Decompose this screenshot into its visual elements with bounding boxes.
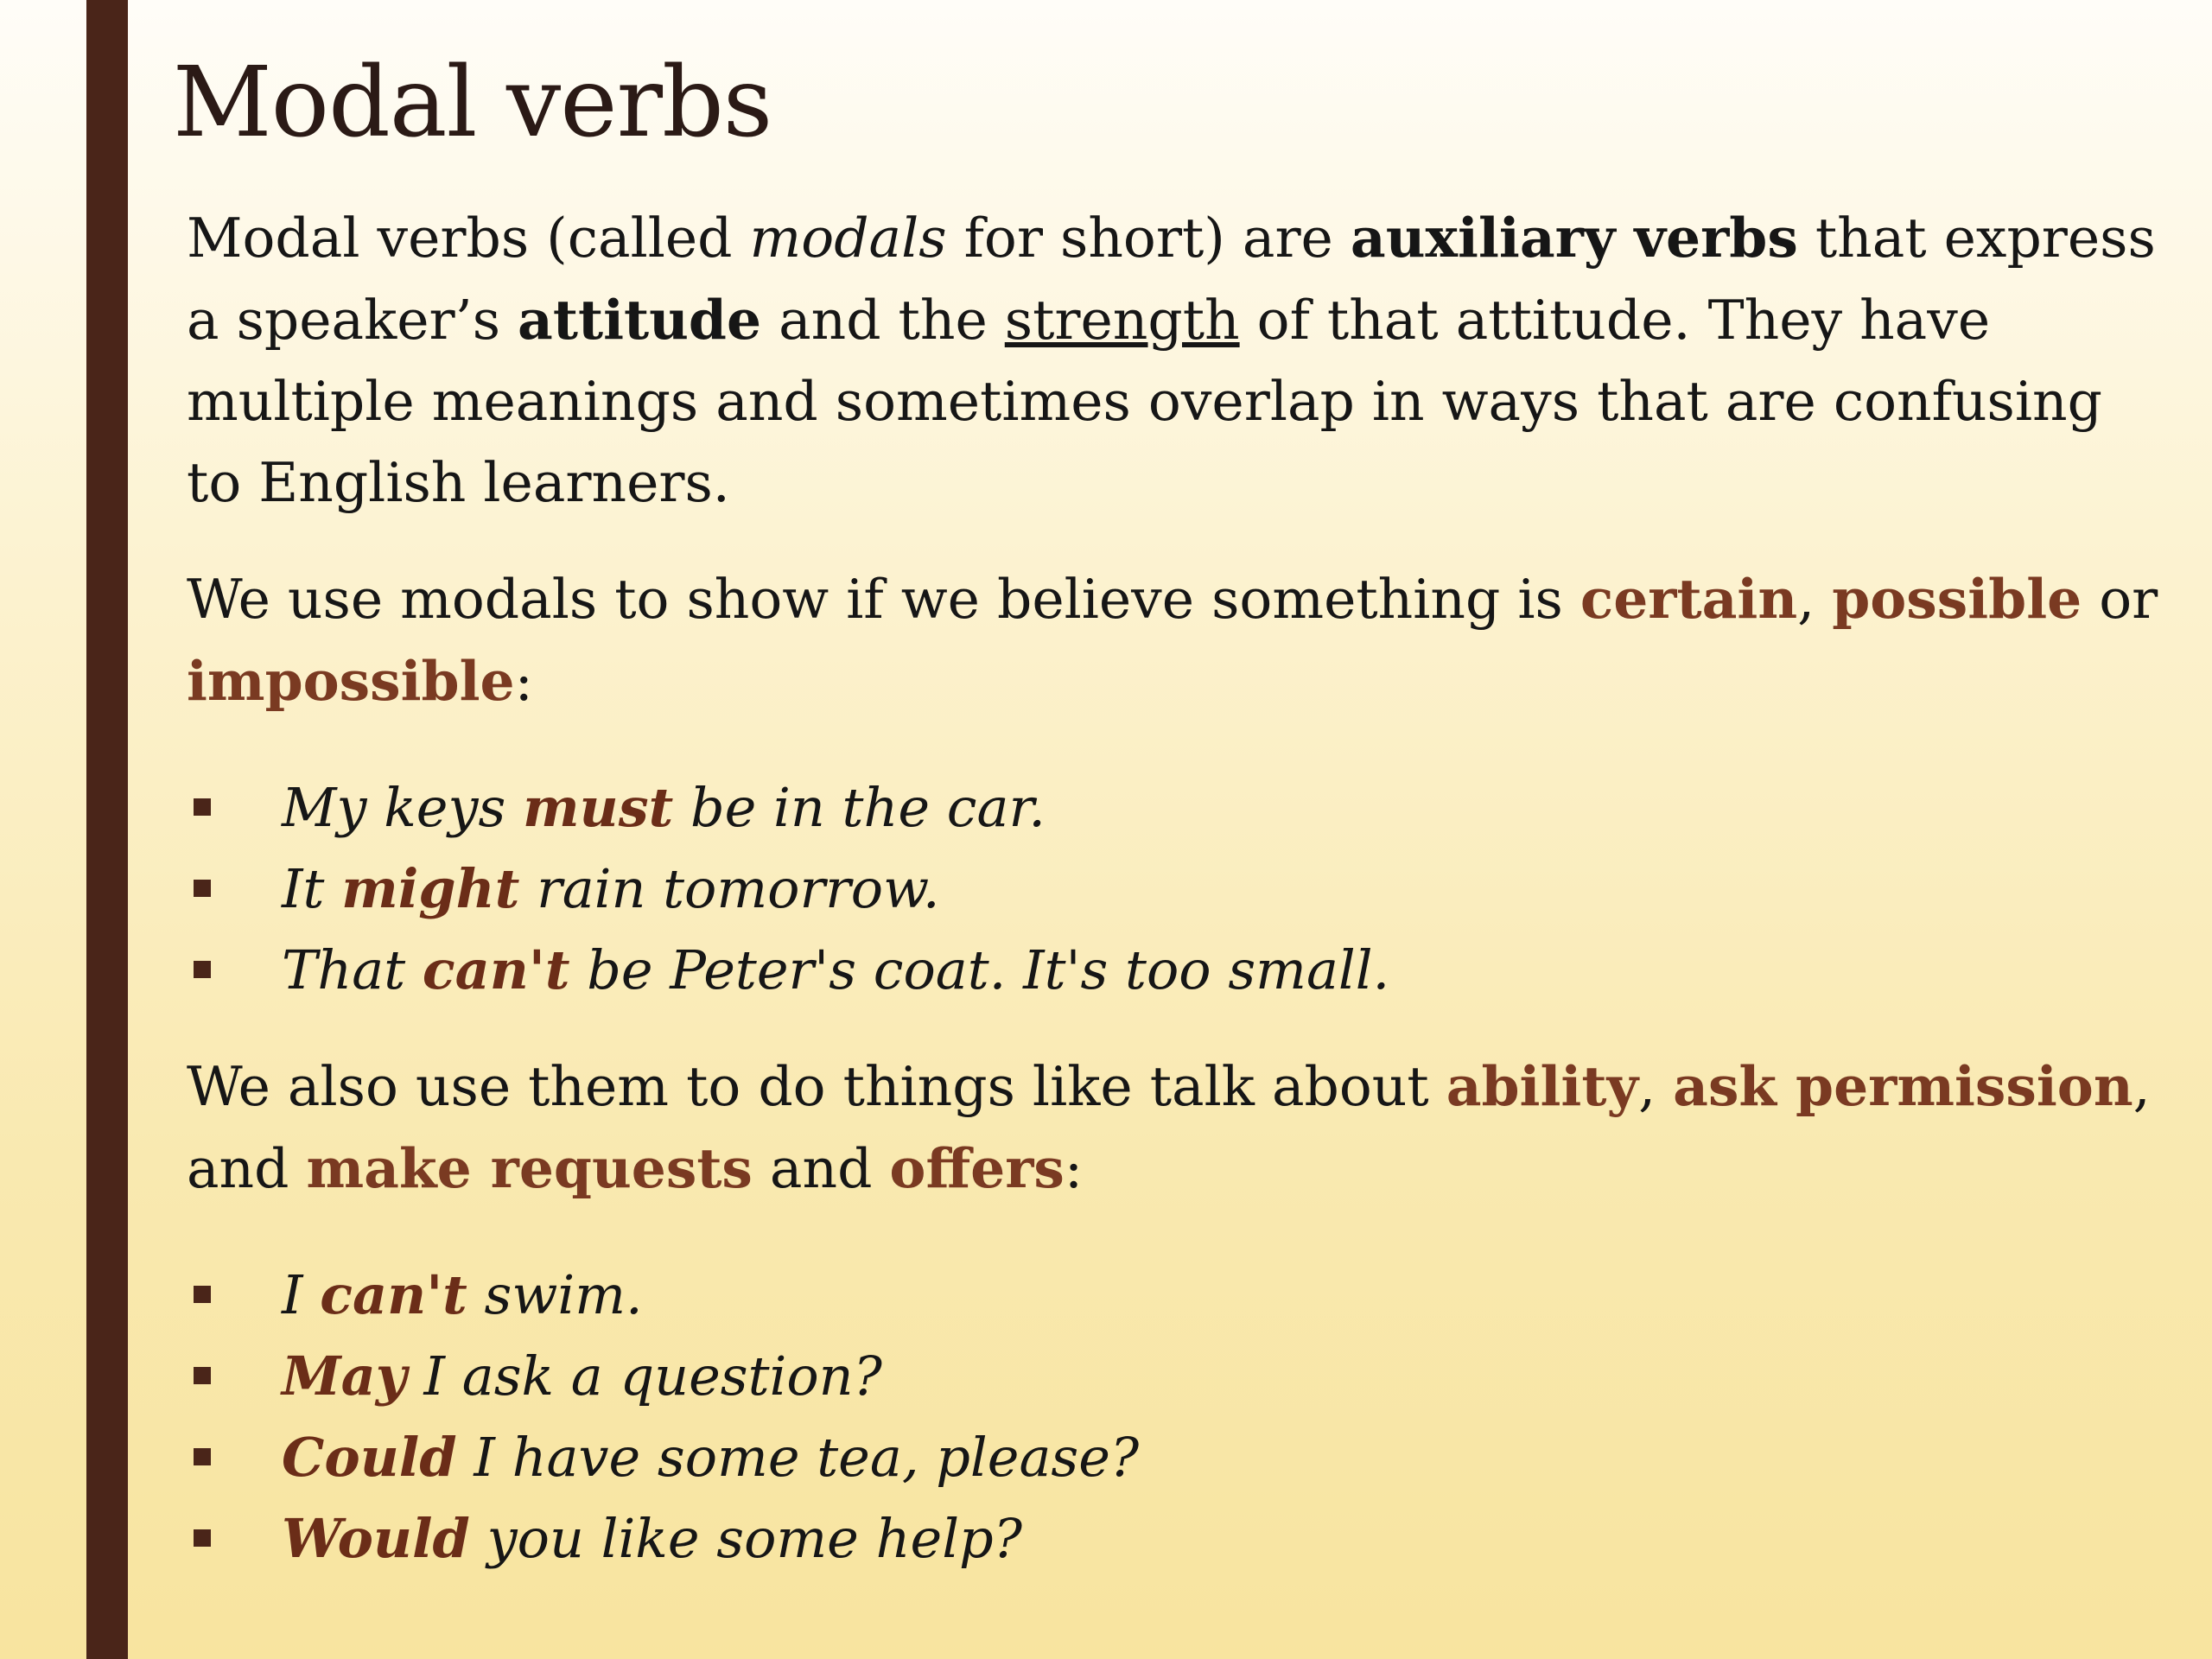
example-modal-verb: might bbox=[341, 857, 520, 920]
square-bullet-icon bbox=[194, 1529, 211, 1547]
ability-term: ability bbox=[1446, 1054, 1639, 1118]
certainty-comma: , bbox=[1797, 568, 1833, 631]
example-text-before: That bbox=[282, 938, 423, 1001]
functions-colon: : bbox=[1064, 1137, 1084, 1200]
offers-term: offers bbox=[889, 1136, 1065, 1200]
example-text-before: My keys bbox=[282, 776, 524, 839]
example-text-after: be Peter's coat. It's too small. bbox=[569, 938, 1390, 1001]
example-text-after: I ask a question? bbox=[406, 1344, 882, 1408]
function-example-list bbox=[187, 1255, 2165, 1580]
certainty-or: or bbox=[2082, 568, 2158, 631]
example-modal-verb: must bbox=[523, 776, 674, 839]
square-bullet-icon bbox=[194, 798, 211, 816]
intro-text-4: and the bbox=[761, 289, 1005, 352]
intro-modals-term: modals bbox=[749, 207, 947, 270]
example-modal-verb: can't bbox=[320, 1263, 467, 1326]
intro-attitude-term: attitude bbox=[518, 288, 762, 352]
intro-auxiliary-term: auxiliary verbs bbox=[1350, 206, 1798, 270]
list-item bbox=[187, 1255, 2165, 1336]
certainty-text: We use modals to show if we believe something is bbox=[187, 568, 1580, 631]
functions-paragraph bbox=[187, 1046, 2165, 1210]
slide-body bbox=[187, 197, 2165, 1580]
intro-text-1: Modal verbs (called bbox=[187, 207, 750, 270]
example-text-after: I have some tea, please? bbox=[456, 1426, 1140, 1489]
list-item bbox=[187, 1336, 2165, 1417]
list-item bbox=[187, 767, 2165, 849]
impossible-term: impossible bbox=[187, 649, 515, 713]
example-text-before: I bbox=[282, 1263, 321, 1326]
list-item bbox=[187, 1417, 2165, 1498]
example-text-after: swim. bbox=[467, 1263, 643, 1326]
example-text-after: you like some help? bbox=[469, 1507, 1022, 1570]
left-accent-bar bbox=[86, 0, 128, 1659]
example-modal-verb: can't bbox=[422, 938, 570, 1001]
certainty-example-list bbox=[187, 767, 2165, 1011]
square-bullet-icon bbox=[194, 1367, 211, 1384]
certain-term: certain bbox=[1580, 567, 1798, 631]
intro-strength-term: strength bbox=[1004, 289, 1240, 352]
slide-title: Modal verbs bbox=[173, 47, 772, 159]
functions-comma-and: , and bbox=[187, 1055, 2151, 1200]
intro-text-3: that express a speaker’s bbox=[187, 207, 2156, 352]
list-item bbox=[187, 849, 2165, 930]
example-text-before: It bbox=[282, 857, 342, 920]
ask-permission-term: ask permission bbox=[1673, 1054, 2133, 1118]
list-item bbox=[187, 930, 2165, 1011]
intro-text-5: of that attitude. They have multiple meanings and sometimes overlap in ways that are confusing to English learners. bbox=[187, 289, 2102, 514]
certainty-colon: : bbox=[514, 650, 533, 713]
list-item bbox=[187, 1498, 2165, 1580]
square-bullet-icon bbox=[194, 1286, 211, 1303]
example-modal-verb: Could bbox=[282, 1426, 457, 1489]
example-modal-verb: Would bbox=[282, 1507, 470, 1570]
square-bullet-icon bbox=[194, 880, 211, 897]
functions-comma: , bbox=[1638, 1055, 1674, 1118]
example-text-after: rain tomorrow. bbox=[519, 857, 940, 920]
make-requests-term: make requests bbox=[306, 1136, 753, 1200]
possible-term: possible bbox=[1832, 567, 2082, 631]
functions-and: and bbox=[752, 1137, 890, 1200]
certainty-paragraph bbox=[187, 558, 2165, 722]
square-bullet-icon bbox=[194, 961, 211, 978]
intro-paragraph bbox=[187, 197, 2165, 524]
intro-text-2: for short) are bbox=[946, 207, 1351, 270]
example-modal-verb: May bbox=[282, 1344, 407, 1408]
example-text-after: be in the car. bbox=[673, 776, 1046, 839]
square-bullet-icon bbox=[194, 1448, 211, 1465]
functions-text: We also use them to do things like talk about bbox=[187, 1055, 1446, 1118]
